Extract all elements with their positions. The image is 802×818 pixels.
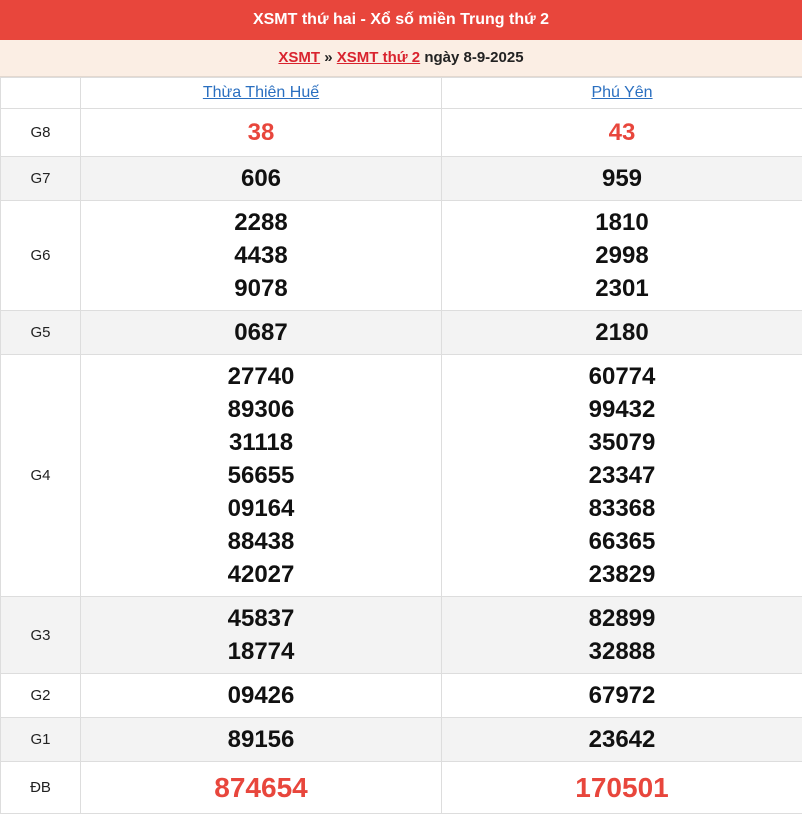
result-number: 4438	[234, 242, 288, 269]
result-number: 32888	[588, 638, 656, 665]
result-number: 35079	[588, 429, 656, 456]
result-number: 09164	[227, 495, 295, 522]
prize-row	[1, 157, 802, 201]
prize-label: G6	[1, 201, 81, 311]
result-number: 88438	[227, 528, 295, 555]
province-link-phu-yen[interactable]: Phú Yên	[591, 84, 653, 101]
result-number: 23829	[588, 561, 656, 588]
result-cell-hue	[81, 718, 442, 762]
result-cell-phu-yen	[442, 157, 802, 201]
result-number: 18774	[227, 638, 295, 665]
result-cell-phu-yen	[442, 355, 802, 597]
page-title: XSMT thứ hai - Xổ số miền Trung thứ 2	[0, 0, 802, 40]
result-cell-phu-yen	[442, 762, 802, 814]
prize-row	[1, 355, 802, 597]
result-number: 89306	[227, 396, 295, 423]
prize-label: G2	[1, 674, 81, 718]
result-number: 23347	[588, 462, 656, 489]
prize-row	[1, 674, 802, 718]
result-cell-hue	[81, 311, 442, 355]
province-header-2	[442, 78, 802, 109]
result-cell-phu-yen	[442, 201, 802, 311]
prize-row	[1, 201, 802, 311]
prize-label: G1	[1, 718, 81, 762]
result-number: 27740	[227, 363, 295, 390]
result-number: 874654	[214, 772, 308, 803]
prize-row	[1, 762, 802, 814]
breadcrumb-xsmt-link[interactable]: XSMT	[278, 49, 321, 66]
result-number: 9078	[234, 275, 288, 302]
result-number: 67972	[588, 682, 656, 709]
result-number: 2301	[595, 275, 649, 302]
breadcrumb-date: ngày 8-9-2025	[424, 49, 524, 66]
prize-label: G4	[1, 355, 81, 597]
result-cell-phu-yen	[442, 109, 802, 157]
result-number: 31118	[228, 429, 294, 456]
prize-row	[1, 597, 802, 674]
result-number: 99432	[588, 396, 656, 423]
result-cell-hue	[81, 762, 442, 814]
breadcrumb	[0, 40, 802, 77]
result-number: 09426	[227, 682, 295, 709]
result-cell-phu-yen	[442, 597, 802, 674]
result-number: 83368	[588, 495, 656, 522]
result-number: 2998	[595, 242, 649, 269]
result-number: 45837	[227, 605, 295, 632]
result-cell-hue	[81, 597, 442, 674]
result-number: 0687	[234, 319, 288, 346]
result-cell-phu-yen	[442, 674, 802, 718]
result-number: 1810	[595, 209, 649, 236]
prize-row	[1, 311, 802, 355]
corner-cell	[1, 78, 81, 109]
result-number: 606	[240, 165, 282, 192]
result-number: 56655	[227, 462, 295, 489]
results-table	[0, 77, 802, 814]
prize-row	[1, 109, 802, 157]
result-number: 89156	[227, 726, 295, 753]
result-cell-hue	[81, 355, 442, 597]
result-number: 60774	[588, 363, 656, 390]
prize-label: G5	[1, 311, 81, 355]
result-number: 2288	[234, 209, 288, 236]
province-header-1	[81, 78, 442, 109]
result-cell-phu-yen	[442, 311, 802, 355]
province-link-hue[interactable]: Thừa Thiên Huế	[202, 84, 320, 101]
result-number: 2180	[595, 319, 649, 346]
result-number: 42027	[227, 561, 295, 588]
result-number: 43	[608, 119, 636, 146]
prize-label: G8	[1, 109, 81, 157]
breadcrumb-xsmt-monday-link[interactable]: XSMT thứ 2	[336, 49, 421, 66]
result-cell-phu-yen	[442, 718, 802, 762]
prize-label: G7	[1, 157, 81, 201]
result-number: 170501	[575, 772, 669, 803]
result-cell-hue	[81, 109, 442, 157]
result-number: 23642	[588, 726, 656, 753]
prize-label: G3	[1, 597, 81, 674]
result-number: 82899	[588, 605, 656, 632]
province-header-row	[1, 78, 802, 109]
result-cell-hue	[81, 157, 442, 201]
prize-label: ĐB	[1, 762, 81, 814]
result-number: 959	[601, 165, 643, 192]
result-number: 38	[247, 119, 275, 146]
result-cell-hue	[81, 201, 442, 311]
result-number: 66365	[588, 528, 656, 555]
prize-row	[1, 718, 802, 762]
breadcrumb-separator: »	[324, 49, 333, 66]
result-cell-hue	[81, 674, 442, 718]
